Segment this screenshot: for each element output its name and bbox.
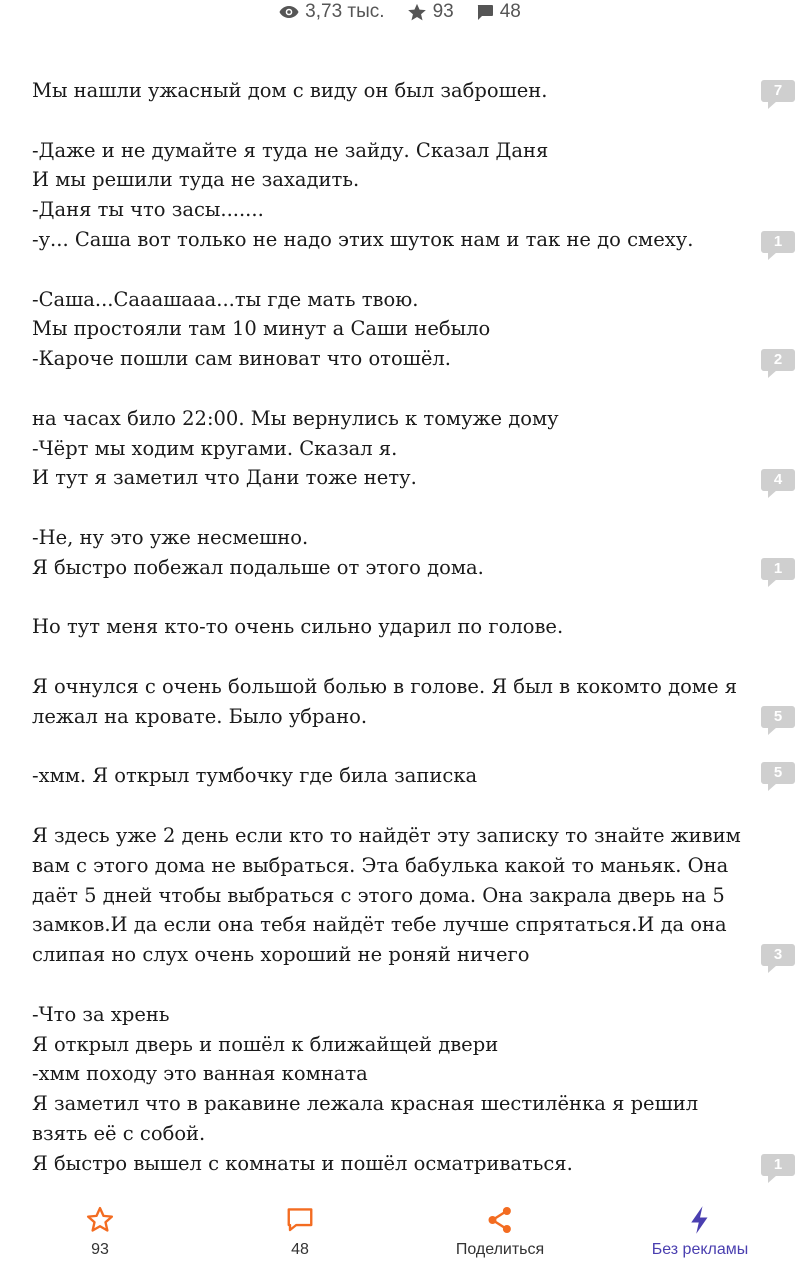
story-line: -Чёрт мы ходим кругами. Сказал я. bbox=[32, 436, 398, 460]
story-line: на часах било 22:00. Мы вернулись к томуже дому bbox=[32, 406, 559, 430]
paragraph-gap bbox=[32, 642, 752, 672]
story-line: даёт 5 дней чтобы выбраться с этого дома. Она закрала дверь на 5 bbox=[32, 883, 725, 907]
badge-count: 4 bbox=[773, 471, 783, 488]
story-line: -Что за хрень bbox=[32, 1002, 170, 1026]
story-line: -хмм походу это ванная комната bbox=[32, 1062, 368, 1086]
story-line: -Даня ты что засы....... bbox=[32, 198, 264, 222]
paragraph-comments-badge[interactable] bbox=[761, 944, 795, 970]
comment-outline-icon bbox=[285, 1205, 315, 1235]
paragraph-gap bbox=[32, 106, 752, 136]
story-line: взять её с собой. bbox=[32, 1121, 206, 1145]
share-icon bbox=[485, 1205, 515, 1235]
badge-count: 1 bbox=[773, 560, 783, 577]
story-line: Я очнулся с очень большой болью в голове. Я был в кокомто доме я bbox=[32, 674, 738, 698]
paragraph-comments-badge[interactable] bbox=[761, 80, 795, 106]
paragraph-comments-badge[interactable] bbox=[761, 558, 795, 584]
comments-button-count: 48 bbox=[291, 1241, 309, 1258]
paragraph-gap bbox=[32, 255, 752, 285]
share-button[interactable] bbox=[420, 1205, 580, 1259]
no-ads-button[interactable] bbox=[620, 1205, 780, 1259]
paragraph-gap bbox=[32, 970, 752, 1000]
no-ads-label: Без рекламы bbox=[651, 1241, 749, 1258]
badge-count: 7 bbox=[773, 82, 783, 99]
story-line: -Кароче пошли сам виноват что отошёл. bbox=[32, 347, 451, 371]
story-line: Мы нашли ужасный дом с виду он был заброшен. bbox=[32, 79, 548, 102]
story-line: слипая но слух очень хороший не роняй ничего bbox=[32, 943, 530, 967]
comments-button[interactable] bbox=[220, 1205, 380, 1259]
comments-stat bbox=[476, 1, 521, 23]
badge-count: 1 bbox=[773, 233, 783, 250]
story-line: -Не, ну это уже несмешно. bbox=[32, 525, 309, 549]
bottom-action-bar bbox=[0, 1205, 800, 1280]
badge-count: 1 bbox=[773, 1156, 783, 1173]
paragraph-comments-badge[interactable] bbox=[761, 706, 795, 732]
story-line: вам с этого дома не выбраться. Эта бабулька какой то маньяк. Она bbox=[32, 853, 729, 877]
share-label: Поделиться bbox=[455, 1241, 545, 1258]
badge-count: 5 bbox=[773, 764, 783, 781]
stats-bar bbox=[0, 0, 800, 24]
rating-count: 93 bbox=[432, 1, 454, 22]
badge-count: 5 bbox=[773, 708, 783, 725]
paragraph-comments-badge[interactable] bbox=[761, 1154, 795, 1180]
story-line: Я здесь уже 2 день если кто то найдёт эту записку то знайте живим bbox=[32, 823, 741, 847]
paragraph-gap bbox=[32, 374, 752, 404]
rate-button[interactable] bbox=[20, 1205, 180, 1259]
paragraph-comments-badge[interactable] bbox=[761, 469, 795, 495]
story-line: Но тут меня кто-то очень сильно ударил по голове. bbox=[32, 615, 564, 639]
story-line: лежал на кровате. Было убрано. bbox=[32, 704, 368, 728]
views-count: 3,73 тыс. bbox=[305, 1, 385, 22]
paragraph-comments-badge[interactable] bbox=[761, 349, 795, 375]
paragraph-gap bbox=[32, 493, 752, 523]
star-icon bbox=[407, 3, 427, 22]
rating-stat bbox=[407, 1, 454, 23]
star-outline-icon bbox=[85, 1205, 115, 1235]
story-line: -Саша...Сааашааа...ты где мать твою. bbox=[32, 287, 419, 311]
story-line: И мы решили туда не захадить. bbox=[32, 168, 360, 192]
story-line: замков.И да если она тебя найдёт тебе лучше спрятаться.И да она bbox=[32, 913, 727, 937]
story-line: -Даже и не думайте я туда не зайду. Сказал Даня bbox=[32, 138, 549, 162]
story-line: Мы простояли там 10 минут а Саши небыло bbox=[32, 317, 491, 341]
badge-count: 3 bbox=[773, 946, 783, 963]
rate-count: 93 bbox=[91, 1241, 109, 1258]
story-line: Я заметил что в ракавине лежала красная шестилёнка я решил bbox=[32, 1092, 699, 1116]
badge-count: 2 bbox=[773, 351, 783, 368]
story-text bbox=[32, 76, 752, 1178]
story-line: Я быстро вышел с комнаты и пошёл осматриваться. bbox=[32, 1151, 573, 1175]
views-stat bbox=[279, 1, 384, 23]
paragraph-gap bbox=[32, 583, 752, 613]
story-line: Я открыл дверь и пошёл к ближайщей двери bbox=[32, 1032, 499, 1056]
paragraph-gap bbox=[32, 791, 752, 821]
eye-icon bbox=[279, 5, 299, 19]
story-line: -хмм. Я открыл тумбочку где била записка bbox=[32, 764, 478, 788]
story-line: И тут я заметил что Дани тоже нету. bbox=[32, 466, 417, 490]
comment-icon bbox=[476, 4, 494, 21]
story-line: -у... Саша вот только не надо этих шуток нам и так не до смеху. bbox=[32, 227, 694, 251]
paragraph-comments-badge[interactable] bbox=[761, 231, 795, 257]
paragraph-gap bbox=[32, 732, 752, 762]
comments-count: 48 bbox=[499, 1, 521, 22]
paragraph-comments-badge[interactable] bbox=[761, 762, 795, 788]
story-line: Я быстро побежал подальше от этого дома. bbox=[32, 555, 484, 579]
lightning-icon bbox=[685, 1205, 715, 1235]
